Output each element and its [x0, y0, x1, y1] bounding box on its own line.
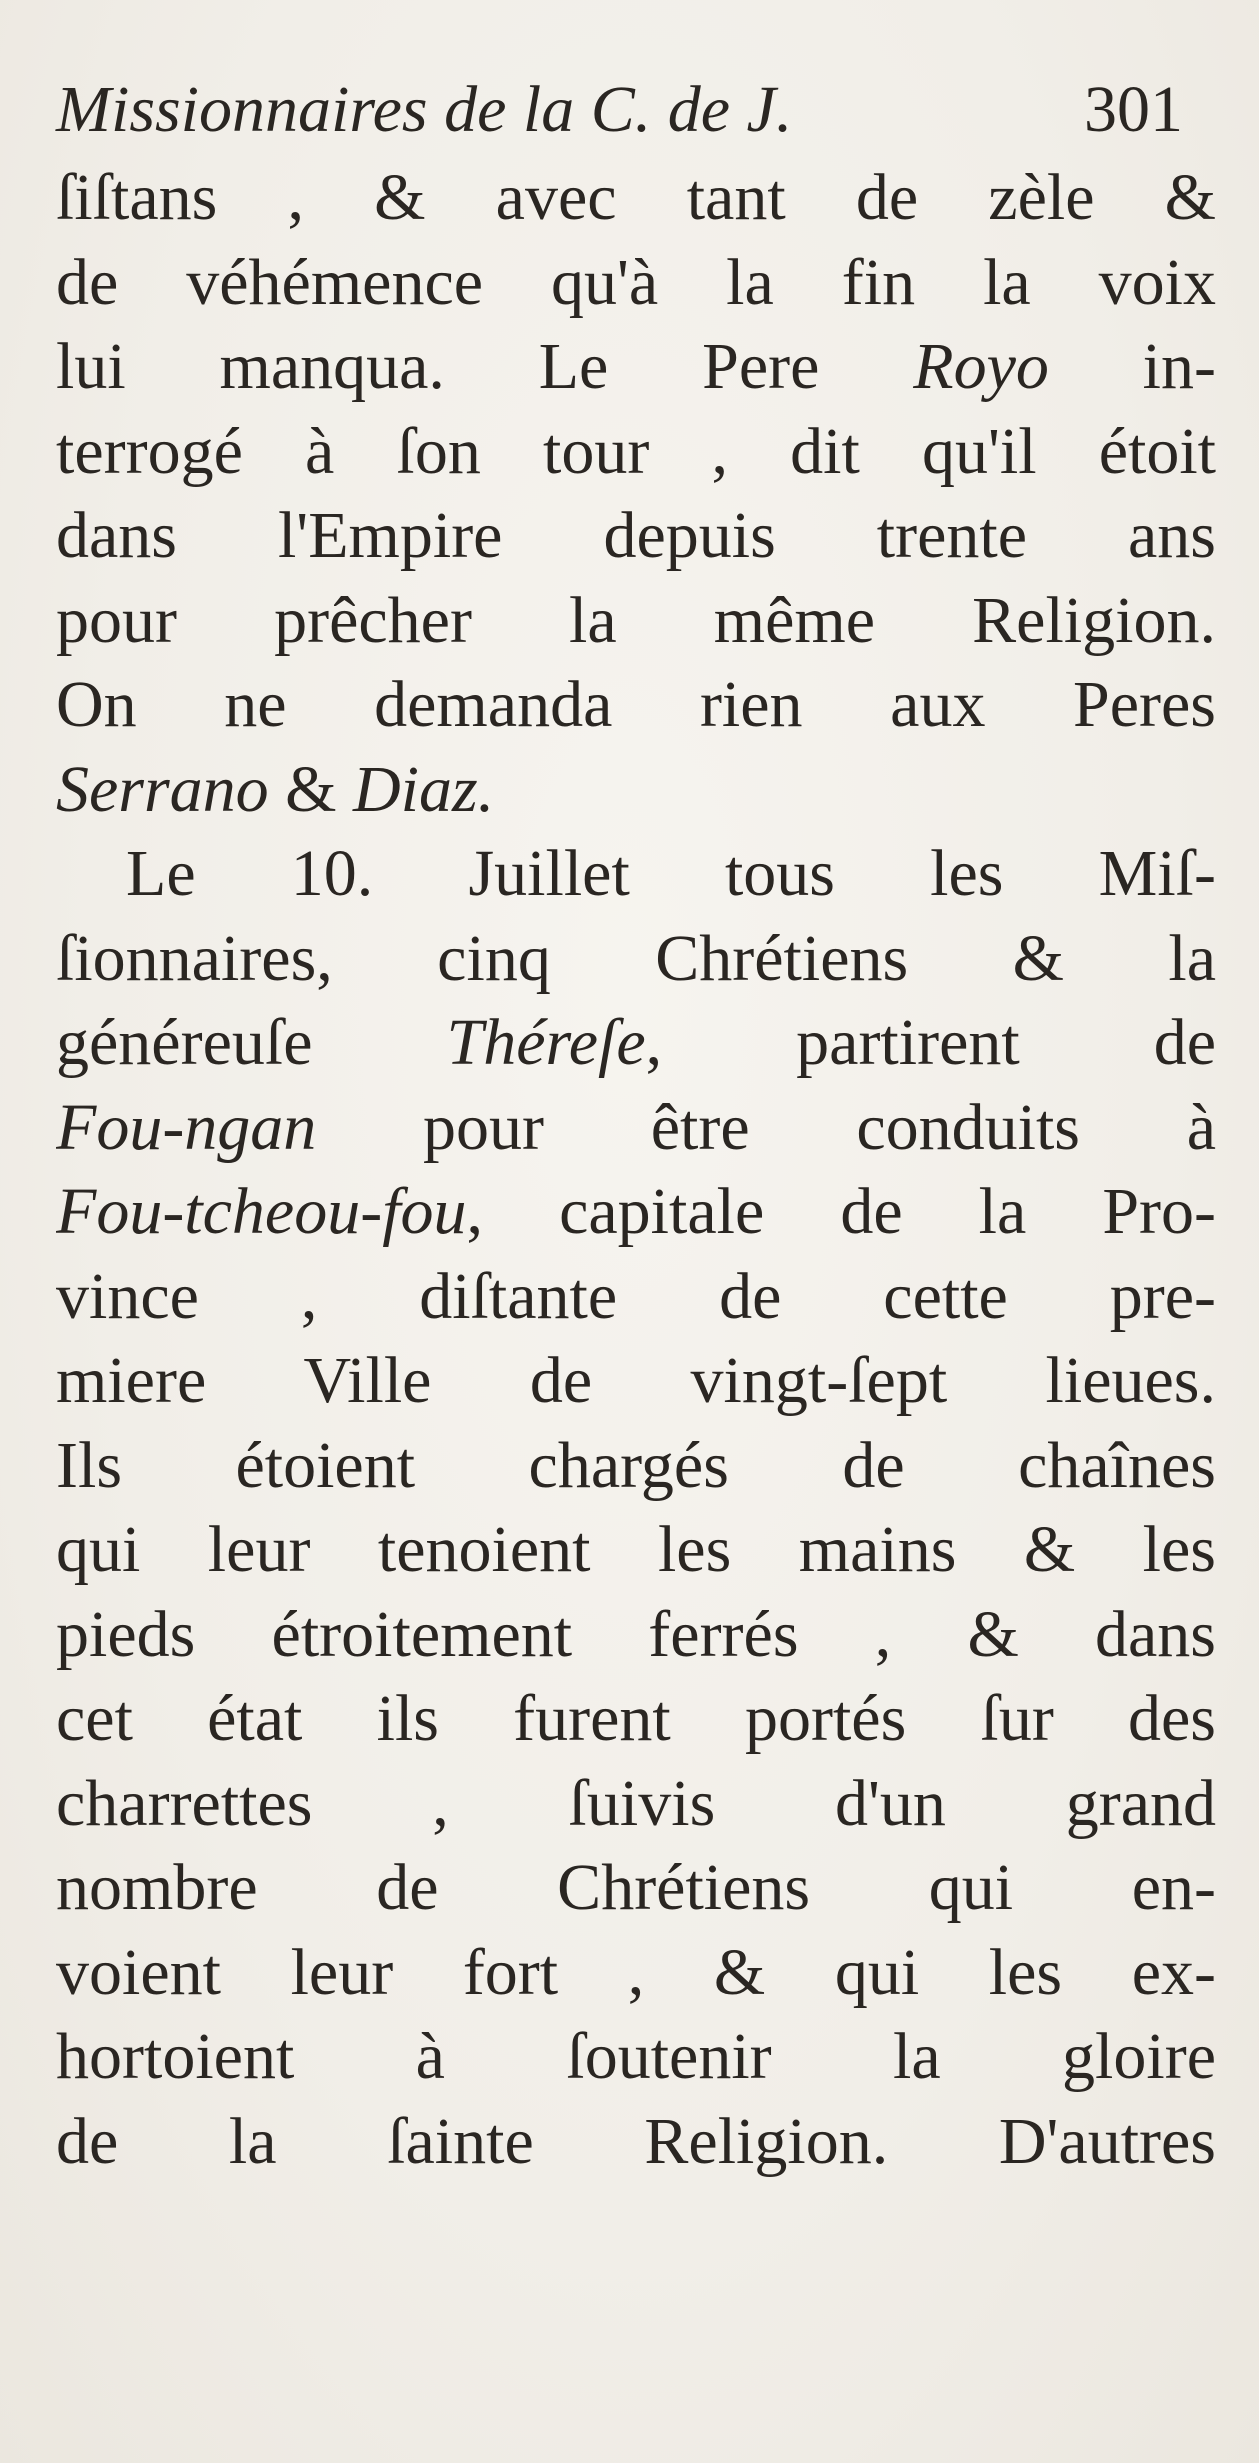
- text-span: &: [268, 752, 354, 826]
- page-number: 301: [1084, 73, 1183, 146]
- text-span: in-: [1048, 330, 1216, 403]
- text-line: de la ſainte Religion. D'autres: [56, 2104, 1216, 2178]
- text-line: pour prêcher la même Religion.: [56, 583, 1216, 657]
- name-serrano: Serrano: [56, 752, 269, 826]
- text-line: vince , diſtante de cette pre-: [56, 1259, 1216, 1333]
- text-line: nombre de Chrétiens qui en-: [56, 1851, 1216, 1924]
- text-line: [56, 1170, 1216, 1255]
- text-span: , capitale de la Pro-: [466, 1175, 1216, 1248]
- text-line: pieds étroitement ferrés , & dans: [56, 1597, 1216, 1671]
- running-title: Missionnaires de la C. de J.: [56, 73, 793, 146]
- text-span: généreuſe: [56, 1006, 447, 1079]
- text-line: ſionnaires, cinq Chrétiens & la: [56, 921, 1216, 995]
- page-header: [56, 64, 1216, 156]
- text-line: [56, 748, 1216, 833]
- text-line: [56, 325, 1216, 410]
- name-therese: Théreſe: [446, 1006, 646, 1079]
- text-line: [56, 1001, 1216, 1086]
- text-line: terrogé à ſon tour , dit qu'il étoit: [56, 414, 1216, 488]
- text-line: [56, 1086, 1216, 1171]
- text-span: lui manqua. Le Pere: [56, 330, 914, 403]
- text-line: miere Ville de vingt-ſept lieues.: [56, 1344, 1216, 1417]
- text-line: qui leur tenoient les mains & les: [56, 1513, 1216, 1586]
- name-royo: Royo: [913, 330, 1049, 403]
- text-line: Ils étoient chargés de chaînes: [56, 1428, 1216, 1502]
- text-line: dans l'Empire depuis trente ans: [56, 499, 1216, 572]
- name-diaz: Diaz.: [353, 752, 495, 826]
- text-span: , partirent de: [645, 1006, 1216, 1079]
- text-line: ſiſtans , & avec tant de zèle &: [56, 161, 1216, 234]
- text-line: charrettes , ſuivis d'un grand: [56, 1766, 1216, 1840]
- text-line: de véhémence qu'à la fin la voix: [56, 245, 1216, 319]
- text-span: pour être conduits à: [316, 1090, 1216, 1164]
- text-line: On ne demanda rien aux Peres: [56, 668, 1216, 741]
- body-text: [56, 156, 1216, 2184]
- place-fou-ngan: Fou-ngan: [56, 1090, 317, 1164]
- text-line: Le 10. Juillet tous les Miſ-: [126, 837, 1216, 910]
- text-line: hortoient à ſoutenir la gloire: [56, 2020, 1216, 2093]
- text-line: cet état ils furent portés ſur des: [56, 1682, 1216, 1755]
- place-fou-tcheou-fou: Fou-tcheou-fou: [56, 1175, 467, 1248]
- text-line: voient leur fort , & qui les ex-: [56, 1935, 1216, 2009]
